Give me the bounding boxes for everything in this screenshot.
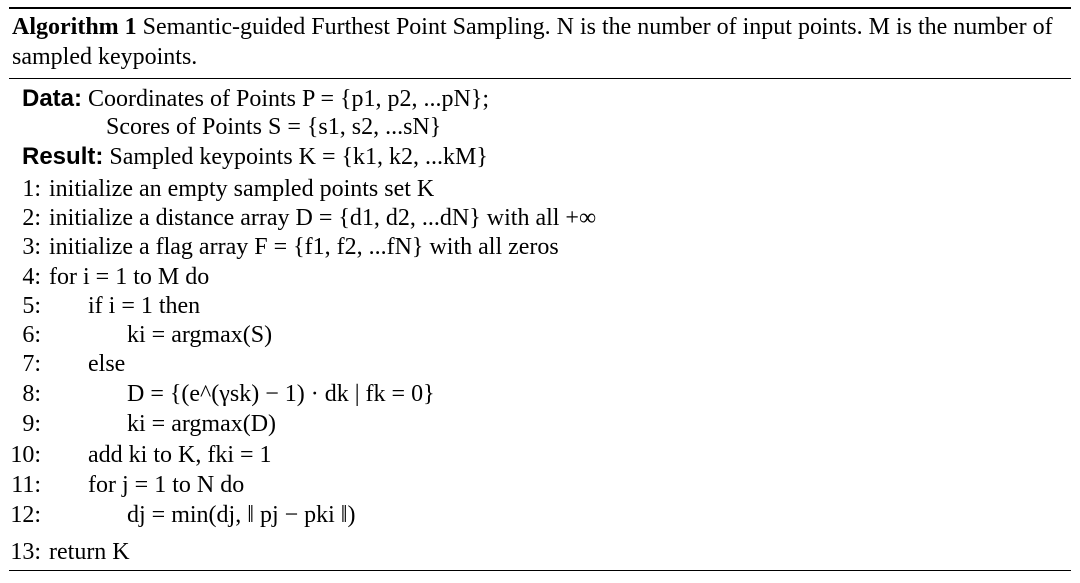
line-statement: for i = 1 to M do (49, 264, 210, 290)
bottom-rule (9, 570, 1071, 571)
line-number: 13: (10, 539, 41, 565)
line-number: 3: (22, 234, 41, 260)
top-rule (9, 7, 1071, 9)
line-statement: for j = 1 to N do (88, 472, 245, 498)
algorithm-caption (12, 12, 1070, 72)
line-statement: add ki to K, fki = 1 (88, 442, 272, 468)
line-number: 4: (22, 264, 41, 290)
data-row (22, 84, 489, 114)
caption-text-a: N is the number of input points. (556, 14, 863, 40)
data-row-2 (106, 112, 441, 142)
line-number: 1: (22, 176, 41, 202)
caption-label: Algorithm 1 (12, 14, 137, 40)
result-label: Result: (22, 143, 104, 170)
line-statement: ki = argmax(S) (127, 322, 273, 348)
line-statement: else (88, 351, 126, 377)
line-statement: initialize a flag array F = {f1, f2, ...fN} with all zeros (49, 234, 559, 260)
data-line-2: Scores of Points S = {s1, s2, ...sN} (106, 114, 442, 140)
caption-text-b: M is the number of sampled keypoints. (12, 14, 1053, 70)
result-row (22, 142, 488, 172)
line-statement: ki = argmax(D) (127, 411, 277, 437)
line-statement: if i = 1 then (88, 293, 201, 319)
line-number: 5: (22, 293, 41, 319)
line-number: 2: (22, 205, 41, 231)
data-line-1: Coordinates of Points P = {p1, p2, ...pN}; (88, 86, 490, 112)
line-number: 10: (10, 442, 41, 468)
line-number: 7: (22, 351, 41, 377)
line-number: 9: (22, 411, 41, 437)
line-statement: dj = min(dj, ‖ pj − pki ‖) (127, 502, 356, 528)
line-statement: return K (49, 539, 130, 565)
line-statement: D = {(e^(γsk) − 1) · dk | fk = 0} (127, 381, 435, 407)
line-number: 11: (11, 472, 41, 498)
caption-rule (9, 78, 1071, 79)
line-number: 6: (22, 322, 41, 348)
line-statement: initialize a distance array D = {d1, d2, ...dN} with all +∞ (49, 205, 597, 231)
line-number: 12: (10, 502, 41, 528)
result-line: Sampled keypoints K = {k1, k2, ...kM} (109, 144, 488, 170)
line-statement: initialize an empty sampled points set K (49, 176, 435, 202)
caption-title: Semantic-guided Furthest Point Sampling. (142, 14, 551, 40)
line-number: 8: (22, 381, 41, 407)
data-label: Data: (22, 85, 83, 112)
